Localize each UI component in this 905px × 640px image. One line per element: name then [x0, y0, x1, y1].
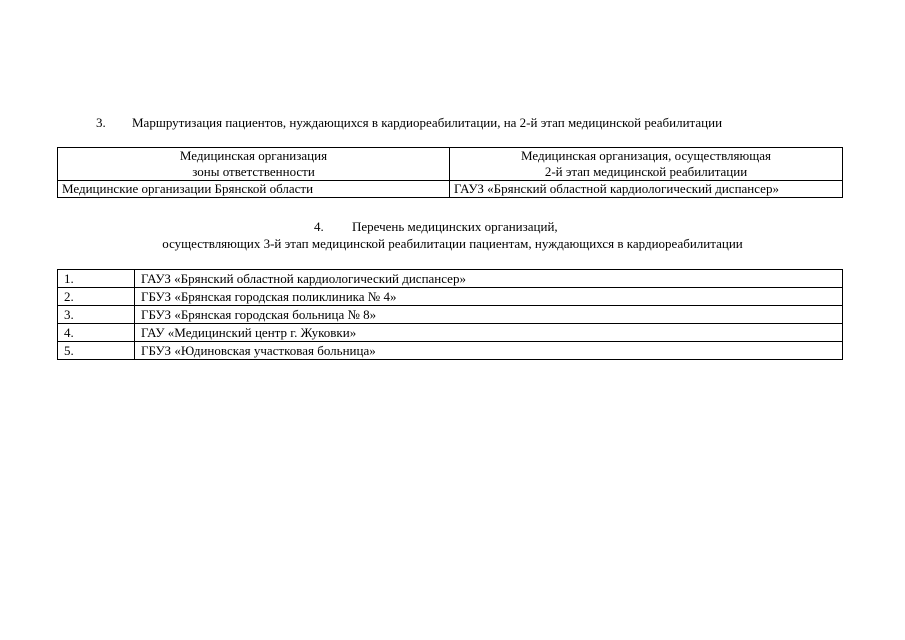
section-3-number: 3.	[96, 115, 106, 130]
row-right-cell: ГАУЗ «Брянский областной кардиологический диспансер»	[450, 181, 843, 198]
table-row	[58, 270, 843, 288]
routing-table-row	[58, 181, 843, 198]
organizations-table	[57, 269, 843, 360]
header-left-line2: зоны ответственности	[192, 164, 315, 179]
organization-name: ГБУЗ «Брянская городская поликлиника № 4»	[135, 288, 843, 306]
row-number: 5.	[58, 342, 135, 360]
row-left-cell: Медицинские организации Брянской области	[58, 181, 450, 198]
organization-name: ГАУЗ «Брянский областной кардиологический диспансер»	[135, 270, 843, 288]
section-3-title: Маршрутизация пациентов, нуждающихся в кардиореабилитации, на 2-й этап медицинской реабилитации	[132, 115, 723, 130]
organization-name: ГАУ «Медицинский центр г. Жуковки»	[135, 324, 843, 342]
row-number: 2.	[58, 288, 135, 306]
section-4-title-line2: осуществляющих 3-й этап медицинской реабилитации пациентам, нуждающихся в кардиореабилитации	[162, 236, 743, 251]
routing-table	[57, 147, 843, 198]
table-row	[58, 342, 843, 360]
table-row	[58, 306, 843, 324]
organization-name: ГБУЗ «Брянская городская больница № 8»	[135, 306, 843, 324]
header-right-line2: 2-й этап медицинской реабилитации	[544, 164, 748, 179]
table-row	[58, 324, 843, 342]
header-left-line1: Медицинская организация	[179, 148, 328, 163]
header-left-cell	[58, 148, 450, 181]
section-4-number: 4.	[314, 219, 324, 234]
header-right-cell	[450, 148, 843, 181]
organization-name: ГБУЗ «Юдиновская участковая больница»	[135, 342, 843, 360]
row-number: 3.	[58, 306, 135, 324]
header-right-line1: Медицинская организация, осуществляющая	[520, 148, 771, 163]
row-number: 1.	[58, 270, 135, 288]
section-4-title-line1: Перечень медицинских организаций,	[352, 219, 558, 234]
routing-table-header	[58, 148, 843, 181]
table-row	[58, 288, 843, 306]
row-number: 4.	[58, 324, 135, 342]
